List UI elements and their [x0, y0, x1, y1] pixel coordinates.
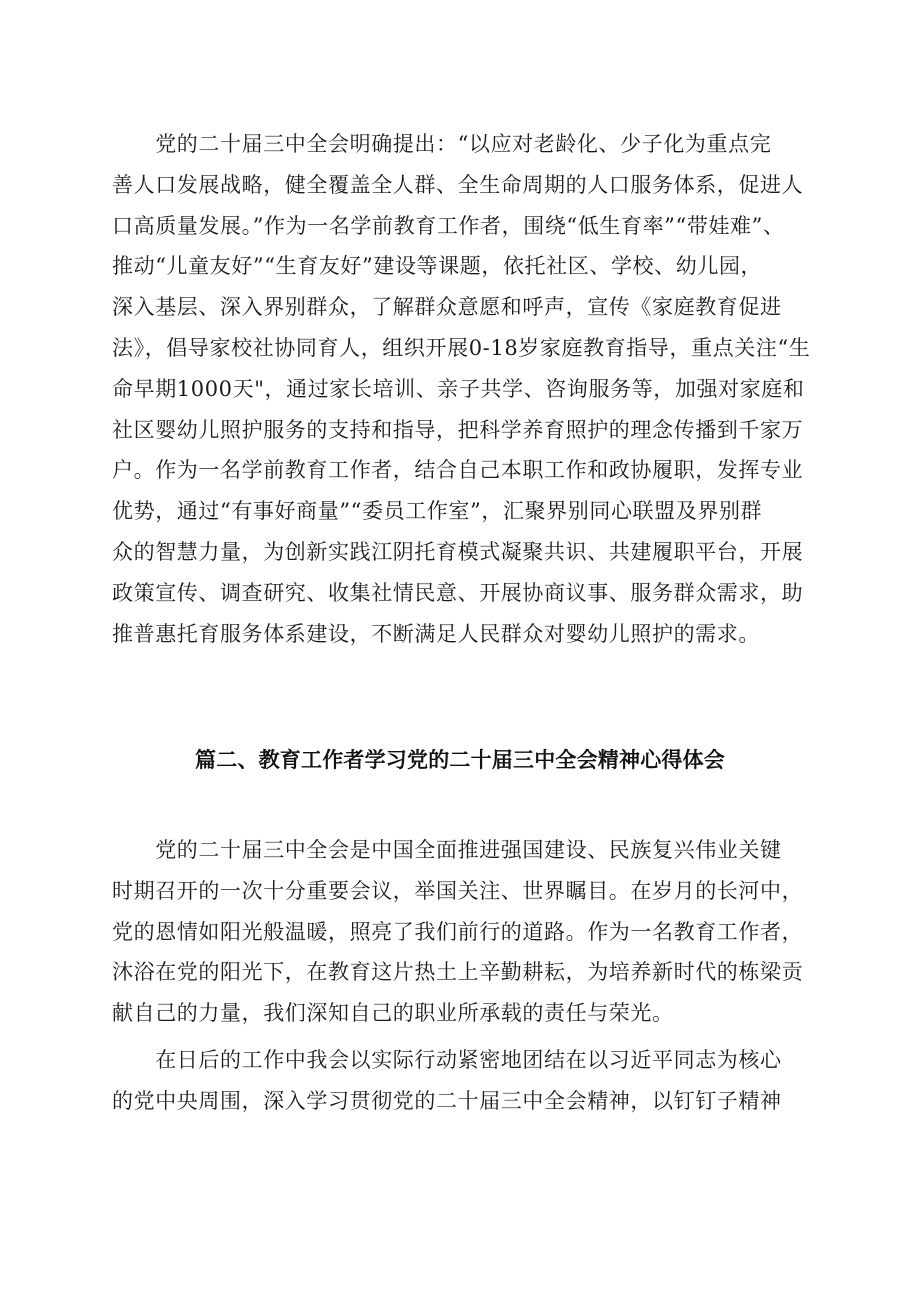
section-heading: 篇二、教育工作者学习党的二十届三中全会精神心得体会	[195, 748, 725, 772]
paragraph-line: 党的二十届三中全会是中国全面推进强国建设、民族复兴伟业关键	[112, 838, 782, 862]
paragraph-line: 推动“儿童友好”“生育友好”建设等课题，依托社区、学校、幼儿园，	[112, 254, 763, 279]
paragraph-line: 法》，倡导家校社协同育人，组织开展0-18岁家庭教育指导，重点关注“生	[112, 335, 811, 360]
paragraph-line: 在日后的工作中我会以实际行动紧密地团结在以习近平同志为核心	[112, 1048, 782, 1072]
paragraph-line: 推普惠托育服务体系建设，不断满足人民群众对婴幼儿照护的需求。	[112, 621, 760, 646]
paragraph-future-work	[112, 1040, 832, 1122]
paragraph-line: 党的恩情如阳光般温暖，照亮了我们前行的道路。作为一名教育工作者，	[112, 919, 804, 944]
paragraph-line: 献自己的力量，我们深知自己的职业所承载的责任与荣光。	[112, 1001, 674, 1026]
paragraph-plenum-significance	[112, 830, 832, 1034]
paragraph-line: 户。作为一名学前教育工作者，结合自己本职工作和政协履职，发挥专业	[112, 458, 804, 483]
paragraph-line: 命早期1000天"，通过家长培训、亲子共学、咨询服务等，加强对家庭和	[112, 376, 805, 401]
paragraph-line: 口高质量发展。”作为一名学前教育工作者，围绕“低生育率”“带娃难”、	[112, 213, 785, 238]
paragraph-line: 众的智慧力量，为创新实践江阴托育模式凝聚共识、共建履职平台，开展	[112, 539, 804, 564]
paragraph-line: 党的二十届三中全会明确提出：“以应对老龄化、少子化为重点完	[112, 132, 772, 156]
paragraph-line: 时期召开的一次十分重要会议，举国关注、世界瞩目。在岁月的长河中，	[112, 878, 804, 903]
paragraph-policy-practice	[112, 124, 832, 654]
paragraph-line: 社区婴幼儿照护服务的支持和指导，把科学养育照护的理念传播到千家万	[112, 417, 804, 442]
paragraph-line: 政策宣传、调查研究、收集社情民意、开展协商议事、服务群众需求，助	[112, 580, 804, 605]
paragraph-line: 优势，通过“有事好商量”“委员工作室”，汇聚界别同心联盟及界别群	[112, 499, 763, 524]
paragraph-line: 深入基层、深入界别群众，了解群众意愿和呼声，宣传《家庭教育促进	[112, 295, 782, 320]
paragraph-line: 的党中央周围，深入学习贯彻党的二十届三中全会精神，以钉钉子精神	[112, 1088, 782, 1113]
paragraph-line: 沐浴在党的阳光下，在教育这片热土上辛勤耕耘，为培养新时代的栋梁贡	[112, 960, 804, 985]
paragraph-line: 善人口发展战略，健全覆盖全人群、全生命周期的人口服务体系，促进人	[112, 172, 804, 197]
